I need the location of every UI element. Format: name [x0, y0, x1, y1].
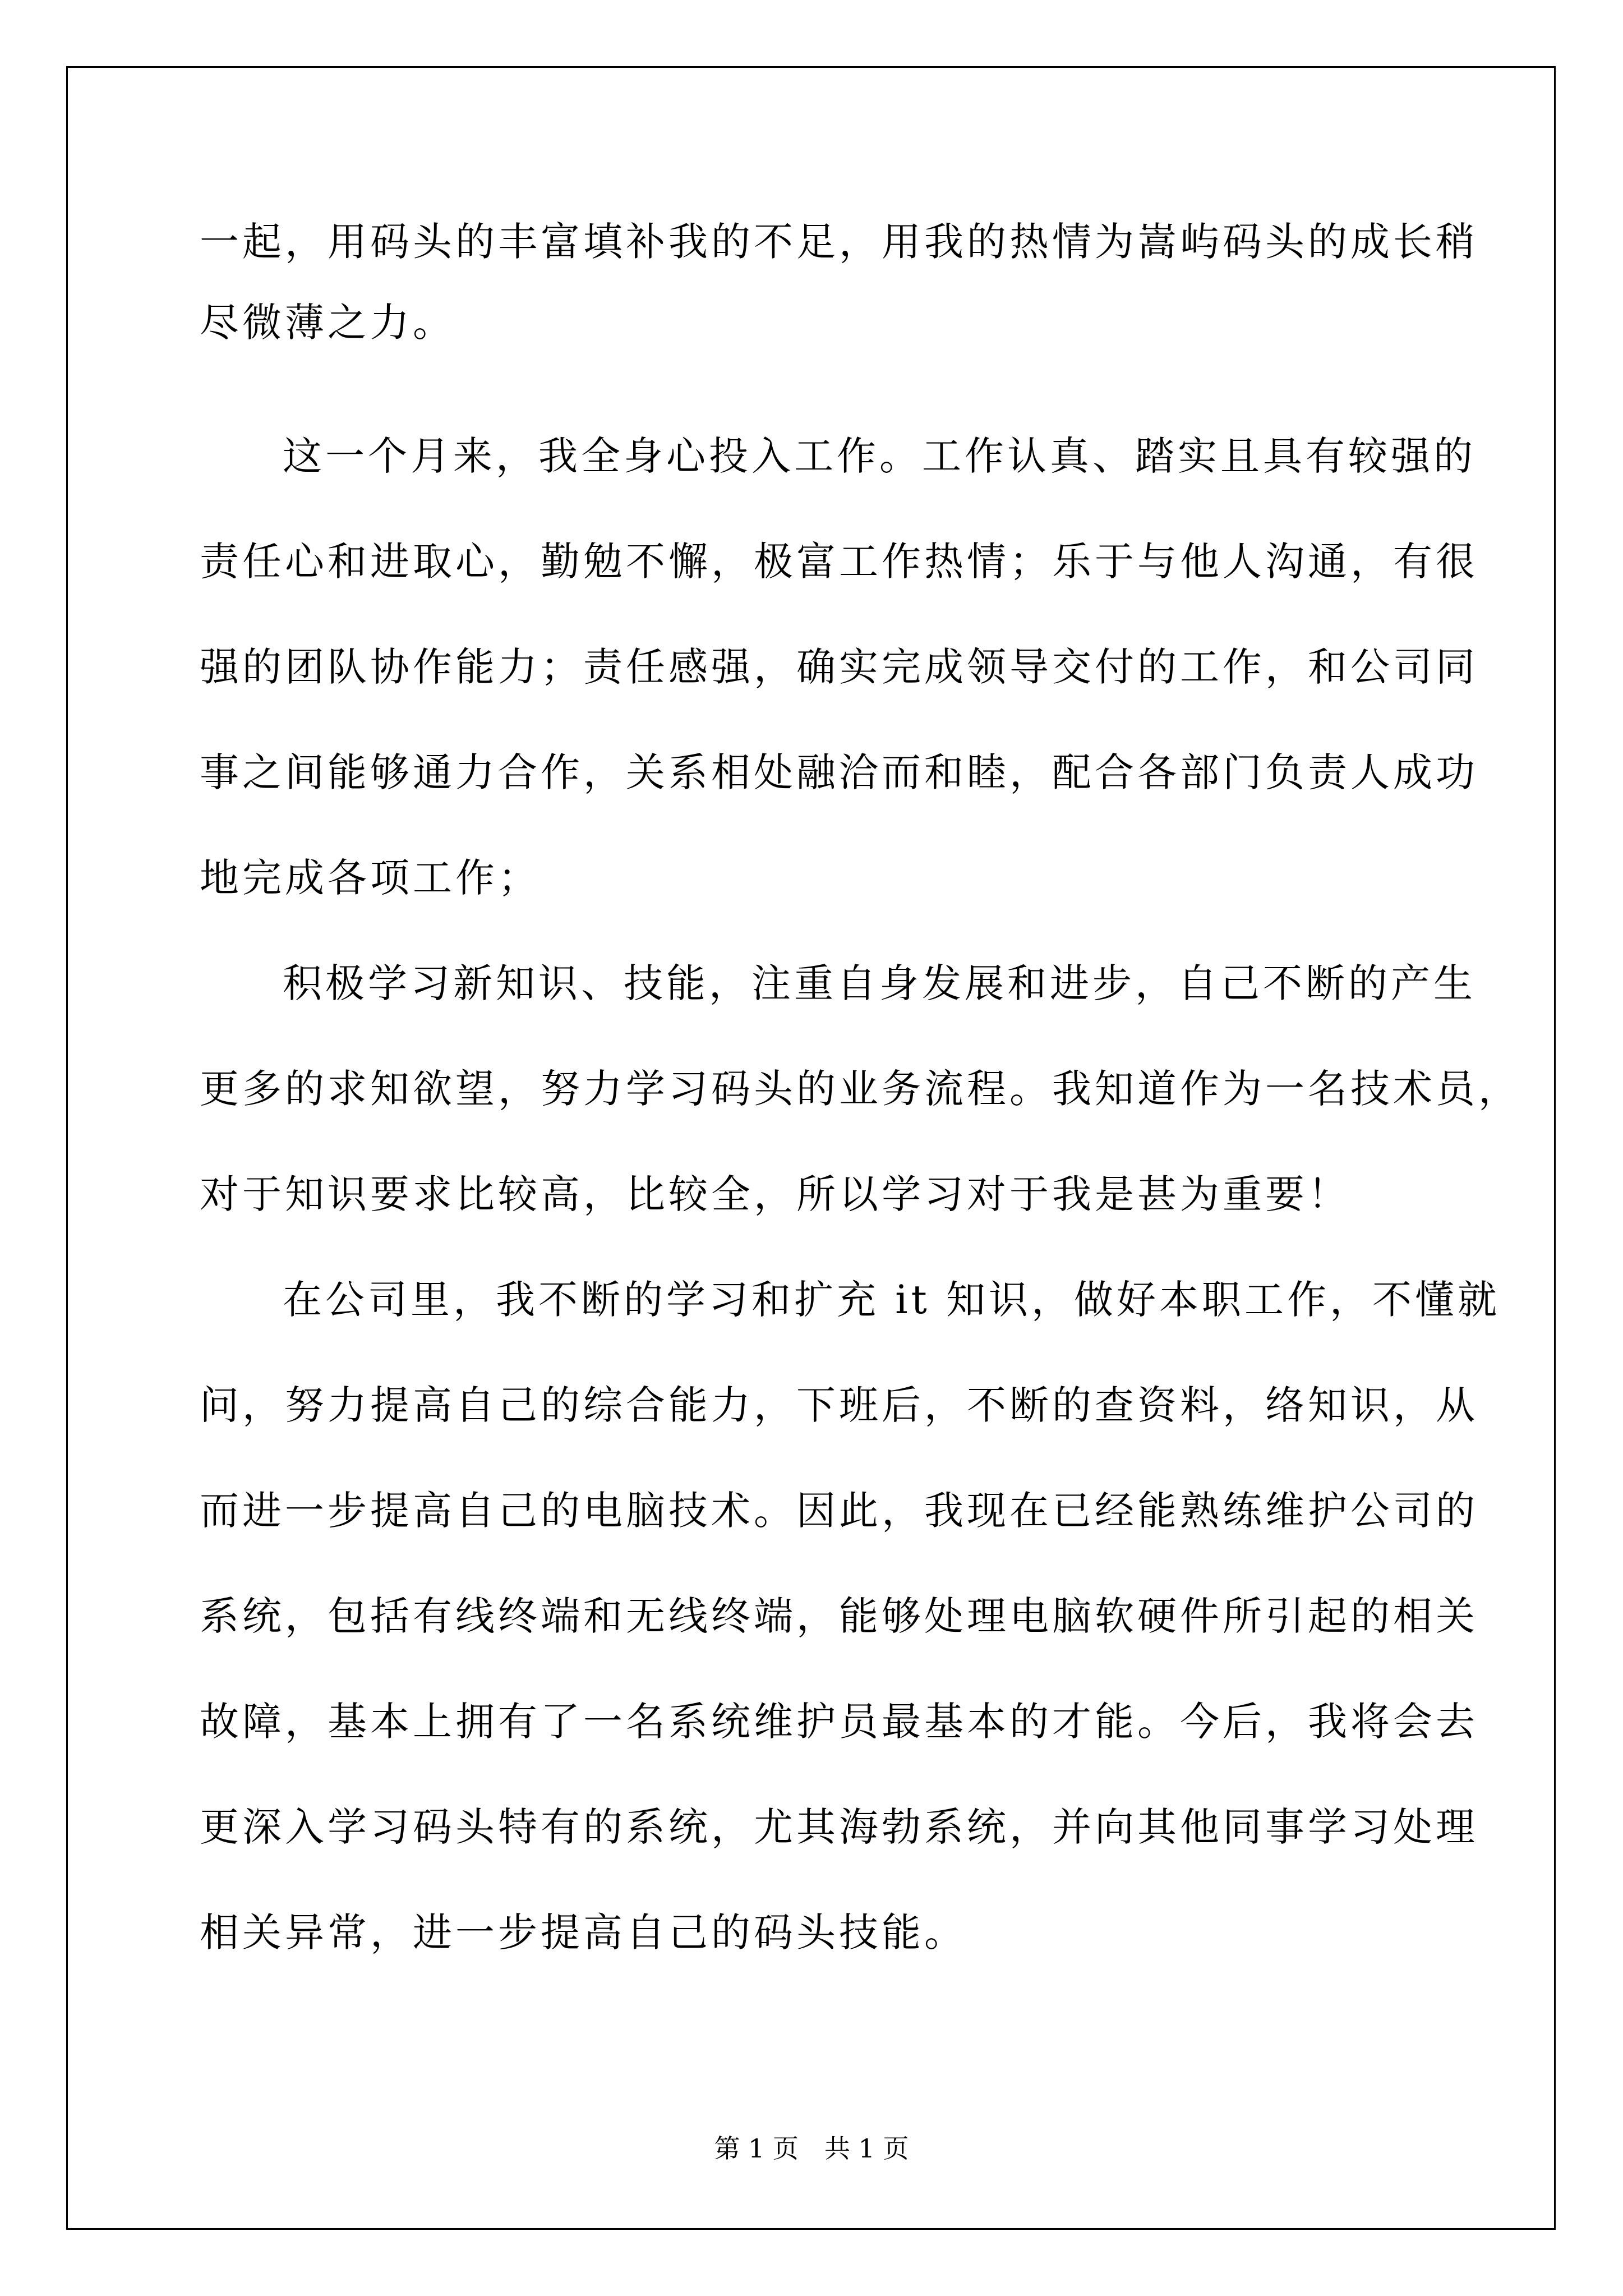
text-line: 系统，包括有线终端和无线终端，能够处理电脑软硬件所引起的相关 — [200, 1593, 1478, 1639]
text-line: 事之间能够通力合作，关系相处融洽而和睦，配合各部门负责人成功 — [200, 749, 1478, 795]
paragraph-start-line: 积极学习新知识、技能，注重自身发展和进步，自己不断的产生 — [283, 960, 1476, 1006]
text-line: 一起，用码头的丰富填补我的不足，用我的热情为嵩屿码头的成长稍 — [200, 219, 1478, 265]
page-number-footer: 第 1 页 共 1 页 — [714, 2133, 909, 2164]
text-line: 更多的求知欲望，努力学习码头的业务流程。我知道作为一名技术员， — [200, 1066, 1521, 1112]
paragraph-start-line: 在公司里，我不断的学习和扩充 it 知识，做好本职工作，不懂就 — [283, 1277, 1501, 1323]
text-line: 问，努力提高自己的综合能力，下班后，不断的查资料，络知识，从 — [200, 1382, 1478, 1428]
page-border — [66, 66, 1556, 2230]
text-line: 责任心和进取心，勤勉不懈，极富工作热情；乐于与他人沟通，有很 — [200, 539, 1478, 585]
text-line: 尽微薄之力。 — [200, 300, 455, 346]
paragraph-start-line: 这一个月来，我全身心投入工作。工作认真、踏实且具有较强的 — [283, 433, 1476, 479]
text-line: 相关异常，进一步提高自己的码头技能。 — [200, 1910, 967, 1955]
text-line: 对于知识要求比较高，比较全，所以学习对于我是甚为重要！ — [200, 1171, 1350, 1217]
text-line: 地完成各项工作； — [200, 855, 541, 901]
text-line: 强的团队协作能力；责任感强，确实完成领导交付的工作，和公司同 — [200, 644, 1478, 690]
text-line: 更深入学习码头特有的系统，尤其海勃系统，并向其他同事学习处理 — [200, 1804, 1478, 1850]
text-line: 而进一步提高自己的电脑技术。因此，我现在已经能熟练维护公司的 — [200, 1488, 1478, 1534]
text-line: 故障，基本上拥有了一名系统维护员最基本的才能。今后，我将会去 — [200, 1699, 1478, 1745]
